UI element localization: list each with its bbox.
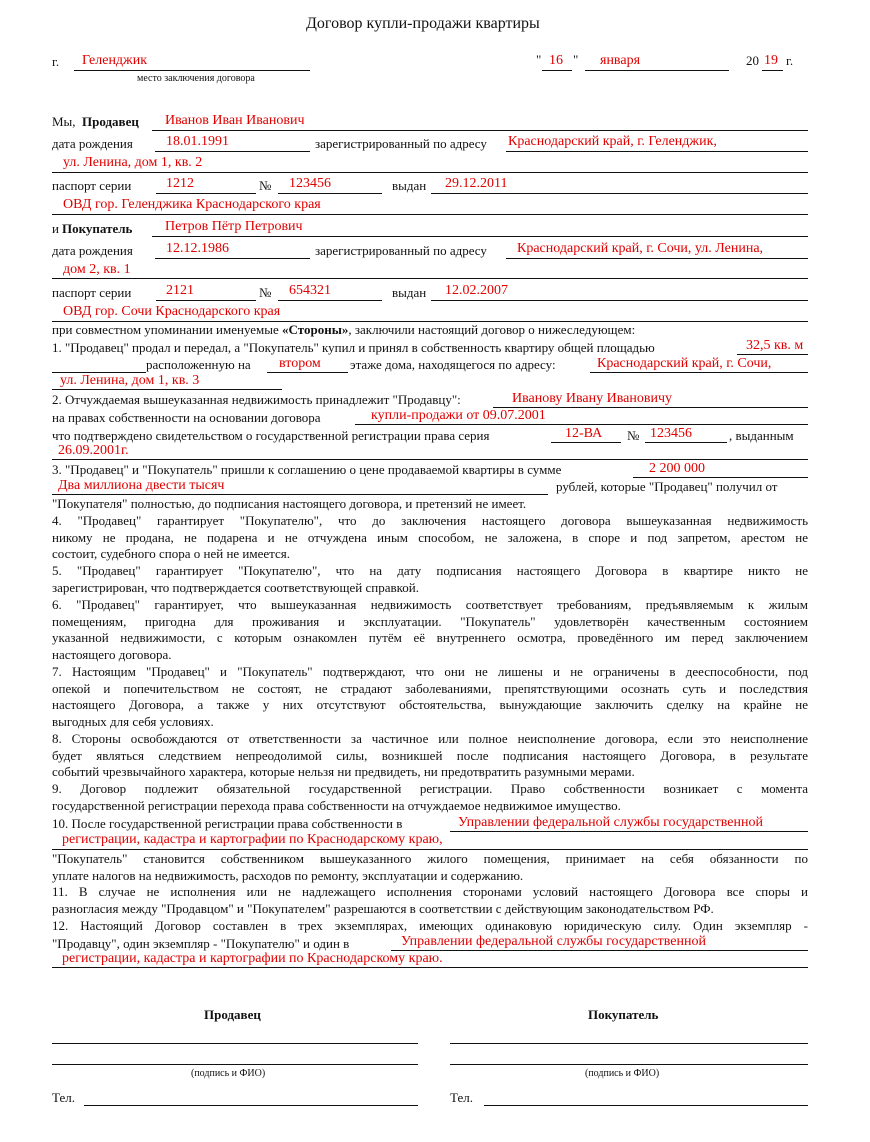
seller-dob-line xyxy=(155,151,310,152)
buyer-role: Покупатель xyxy=(62,221,133,236)
p8-line: событий чрезвычайного характера, которые нельзя ни предвидеть, ни предотвратить разумными мерами. xyxy=(52,764,635,779)
buyer-issued-line xyxy=(431,300,808,301)
p2-owner[interactable]: Иванову Ивану Ивановичу xyxy=(512,391,673,406)
buyer-series-line xyxy=(156,300,256,301)
p1-area[interactable]: 32,5 кв. м xyxy=(746,338,804,353)
p3-sum-line xyxy=(633,477,808,478)
p1-addr1[interactable]: Краснодарский край, г. Сочи, xyxy=(597,356,772,371)
p2-number[interactable]: 123456 xyxy=(650,426,692,441)
buyer-dob-line xyxy=(155,258,310,259)
buyer-phone-line[interactable] xyxy=(484,1105,808,1106)
p1-addr2[interactable]: ул. Ленина, дом 1, кв. 3 xyxy=(60,373,200,388)
seller-issued-label: выдан xyxy=(392,178,427,193)
seller-address2-line xyxy=(52,172,808,173)
buyer-dob-label: дата рождения xyxy=(52,243,133,258)
p1-floor-line xyxy=(267,372,348,373)
seller-address2[interactable]: ул. Ленина, дом 1, кв. 2 xyxy=(63,155,203,170)
day-value[interactable]: 16 xyxy=(549,53,563,68)
parties-after: , заключили настоящий договор о нижеследующем: xyxy=(348,322,636,337)
buyer-sign-line1[interactable] xyxy=(450,1043,808,1044)
buyer-series[interactable]: 2121 xyxy=(166,283,194,298)
p12-line1: 12. Настоящий Договор составлен в трех экземплярах, имеющих одинаковую юридическую силу. Один экземпляр - xyxy=(52,918,808,933)
p10-text1: 10. После государственной регистрации права собственности в xyxy=(52,816,403,831)
p4-line: состоит, судебного спора о ней не имеется. xyxy=(52,546,290,561)
p12-text2: "Продавцу", один экземпляр - "Покупателю" и один в xyxy=(52,936,350,951)
p10-org1[interactable]: Управлении федеральной службы государственной xyxy=(458,815,763,830)
p9-line: 9. Договор подлежит обязательной государственной регистрации. Право собственности возникает с момента xyxy=(52,781,808,796)
seller-role: Продавец xyxy=(82,114,139,129)
month-value[interactable]: января xyxy=(600,53,641,68)
buyer-phone-label: Тел. xyxy=(450,1090,473,1105)
clause-9 xyxy=(52,781,808,814)
p1-floor[interactable]: втором xyxy=(279,356,321,371)
buyer-intro: и xyxy=(52,221,59,236)
p12-org1[interactable]: Управлении федеральной службы государственной xyxy=(401,934,706,949)
p2-number-line xyxy=(645,442,727,443)
seller-name-line xyxy=(152,130,808,131)
p7-line: настоящего Договора, а также у них отсутствуют обстоятельства, вынуждающие заключить сделку на крайне не xyxy=(52,697,808,712)
seller-intro: Мы, xyxy=(52,114,76,129)
p8-line: будет являться следствием непреодолимой силы, возникшей после подписания настоящего Договора, в результате xyxy=(52,747,808,763)
seller-phone-line[interactable] xyxy=(84,1105,418,1106)
p2-text1: 2. Отчуждаемая вышеуказанная недвижимость принадлежит "Продавцу": xyxy=(52,392,461,407)
buyer-dob[interactable]: 12.12.1986 xyxy=(166,241,229,256)
seller-number-line xyxy=(278,193,382,194)
city-prefix: г. xyxy=(52,54,60,69)
clause-8 xyxy=(52,731,808,781)
p1-addr2-line xyxy=(52,389,282,390)
seller-issued-by[interactable]: ОВД гор. Геленджика Краснодарского края xyxy=(63,197,321,212)
p10-line: "Покупатель" становится собственником вышеуказанного жилого помещения, принимает на себя обязанности по xyxy=(52,851,808,866)
p2-issued: , выданным xyxy=(729,428,794,443)
buyer-issued-by[interactable]: ОВД гор. Сочи Краснодарского края xyxy=(63,304,281,319)
p5-line: зарегистрирован, что подтверждается соответствующей справкой. xyxy=(52,579,420,595)
clause-6 xyxy=(52,597,808,663)
quote-close: " xyxy=(573,52,579,67)
p12-org1-line xyxy=(391,950,808,951)
seller-sign-line2[interactable] xyxy=(52,1064,418,1065)
p2-text3: что подтверждено свидетельством о государственной регистрации права серия xyxy=(52,428,490,443)
seller-sign-caption: (подпись и ФИО) xyxy=(191,1068,266,1079)
p10-org2[interactable]: регистрации, кадастра и картографии по Краснодарскому краю, xyxy=(62,832,443,847)
buyer-no-label: № xyxy=(259,285,272,300)
document-title: Договор купли-продажи квартиры xyxy=(306,15,540,32)
p3-text1: 3. "Продавец" и "Покупатель" пришли к соглашению о цене продаваемой квартиры в сумме xyxy=(52,462,562,477)
buyer-number-line xyxy=(278,300,382,301)
clause-10-rest xyxy=(52,851,808,884)
buyer-issued-date[interactable]: 12.02.2007 xyxy=(445,283,508,298)
buyer-address2[interactable]: дом 2, кв. 1 xyxy=(63,262,131,277)
place-caption: место заключения договора xyxy=(137,73,255,84)
p4-line: никому не продана, не подарена и не отчуждена иным способом, не заложена, в споре и под запретом, арестом не xyxy=(52,529,808,545)
seller-phone-label: Тел. xyxy=(52,1090,75,1105)
p2-date[interactable]: 26.09.2001г. xyxy=(58,443,129,458)
p3-words-line xyxy=(52,494,548,495)
buyer-address1[interactable]: Краснодарский край, г. Сочи, ул. Ленина, xyxy=(517,241,764,256)
p11-line: разногласия между "Продавцом" и "Покупателем" разрешаются в соответствии с действующим законодательством РФ. xyxy=(52,900,714,916)
p2-series-line xyxy=(551,442,621,443)
buyer-address-line xyxy=(506,258,808,259)
seller-passport-label: паспорт серии xyxy=(52,178,132,193)
seller-issued-by-line xyxy=(52,214,808,215)
seller-sign-title: Продавец xyxy=(204,1007,261,1022)
p5-line: 5. "Продавец" гарантирует "Покупателю", что на дату подписания настоящего Договора в квартире никто не xyxy=(52,563,808,578)
p7-line: опекой и попечительством не состоят, не страдают заболеваниями, препятствующими осознать суть и последствия xyxy=(52,680,808,696)
quote-open: " xyxy=(536,52,542,67)
buyer-reg-label: зарегистрированный по адресу xyxy=(315,243,487,258)
p1-addr-line xyxy=(590,372,808,373)
month-line xyxy=(585,70,729,71)
p2-basis-line xyxy=(355,424,808,425)
p11-line: 11. В случае не исполнения или не надлежащего исполнения сторонами условий настоящего Договора все споры и xyxy=(52,884,808,899)
city-value[interactable]: Геленджик xyxy=(82,53,148,68)
buyer-number[interactable]: 654321 xyxy=(289,283,331,298)
p8-line: 8. Стороны освобождаются от ответственности за частичное или полное неисполнение договора, если это неисполнение xyxy=(52,731,808,746)
p3-sum[interactable]: 2 200 000 xyxy=(649,461,705,476)
buyer-sign-caption: (подпись и ФИО) xyxy=(585,1068,660,1079)
buyer-issued-label: выдан xyxy=(392,285,427,300)
p6-line: помещениям, пригодна для проживания и эксплуатации. "Покупатель" удовлетворён качественным состоянием xyxy=(52,613,808,629)
clause-7 xyxy=(52,664,808,730)
p9-line: государственной регистрации перехода права собственности на отчуждаемое недвижимое имущество. xyxy=(52,797,621,813)
p2-date-line xyxy=(52,459,808,460)
p1-text2: расположенную на xyxy=(146,357,251,372)
p10-org2-line xyxy=(52,849,808,850)
seller-no-label: № xyxy=(259,178,272,193)
p1-text3: этаже дома, находящегося по адресу: xyxy=(350,357,556,372)
p3-text2: рублей, которые "Продавец" получил от xyxy=(556,479,778,494)
seller-dob-label: дата рождения xyxy=(52,136,133,151)
seller-address-line xyxy=(506,151,808,152)
day-line xyxy=(542,70,572,71)
parties-bold: «Стороны» xyxy=(282,322,349,337)
buyer-passport-label: паспорт серии xyxy=(52,285,132,300)
clause-5 xyxy=(52,563,808,596)
seller-name[interactable]: Иванов Иван Иванович xyxy=(165,113,305,128)
p7-line: выгодных для себя условиях. xyxy=(52,713,214,729)
year-value[interactable]: 19 xyxy=(764,53,778,68)
p12-org2[interactable]: регистрации, кадастра и картографии по Краснодарскому краю. xyxy=(62,951,443,966)
seller-series[interactable]: 1212 xyxy=(166,176,194,191)
seller-dob[interactable]: 18.01.1991 xyxy=(166,134,229,149)
parties-before: при совместном упоминании именуемые xyxy=(52,322,283,337)
seller-series-line xyxy=(156,193,256,194)
p12-org2-line xyxy=(52,967,808,968)
clause-11 xyxy=(52,884,808,917)
p2-basis[interactable]: купли-продажи от 09.07.2001 xyxy=(371,408,546,423)
p6-line: настоящего договора. xyxy=(52,646,172,662)
clause-4 xyxy=(52,513,808,563)
seller-address1[interactable]: Краснодарский край, г. Геленджик, xyxy=(508,134,717,149)
p3-sum-words[interactable]: Два миллиона двести тысяч xyxy=(58,478,225,493)
p3-text3: "Покупателя" полностью, до подписания настоящего договора, и претензий не имеет. xyxy=(52,496,527,511)
p4-line: 4. "Продавец" гарантирует "Покупателю", что до заключения настоящего договора вышеуказанная недвижимость xyxy=(52,513,808,528)
buyer-sign-title: Покупатель xyxy=(588,1007,659,1022)
year-label: г. xyxy=(786,53,794,68)
seller-issued-line xyxy=(431,193,808,194)
p6-line: указанной недвижимости, с которым ознакомлен путём её внутреннего осмотра, проведённого им перед заключением xyxy=(52,630,808,645)
buyer-name[interactable]: Петров Пётр Петрович xyxy=(165,219,303,234)
p10-org1-line xyxy=(450,831,808,832)
seller-number[interactable]: 123456 xyxy=(289,176,331,191)
buyer-address2-line xyxy=(52,278,808,279)
p2-no-label: № xyxy=(627,428,640,443)
p2-series[interactable]: 12-ВА xyxy=(565,426,603,441)
p6-line: 6. "Продавец" гарантирует, что вышеуказанная недвижимость соответствует требованиям, предъявляемым к жилым xyxy=(52,597,808,612)
buyer-sign-line2[interactable] xyxy=(450,1064,808,1065)
seller-sign-line1[interactable] xyxy=(52,1043,418,1044)
parties-sentence xyxy=(52,322,635,338)
buyer-name-line xyxy=(152,236,808,237)
p1-text1: 1. "Продавец" продал и передал, а "Покупатель" купил и принял в собственность квартиру общей площадью xyxy=(52,340,655,355)
p1-area-line xyxy=(737,354,808,355)
p10-line: уплате налогов на недвижимость, расходов по ремонту, эксплуатации и содержанию. xyxy=(52,867,524,883)
p7-line: 7. Настоящим "Продавец" и "Покупатель" подтверждают, что они не лишены и не ограничены в дееспособности, под xyxy=(52,664,808,679)
seller-reg-label: зарегистрированный по адресу xyxy=(315,136,487,151)
year-prefix: 20 xyxy=(746,53,759,68)
seller-issued-date[interactable]: 29.12.2011 xyxy=(445,176,508,191)
year-line xyxy=(762,70,783,71)
p2-text2: на правах собственности на основании договора xyxy=(52,410,321,425)
